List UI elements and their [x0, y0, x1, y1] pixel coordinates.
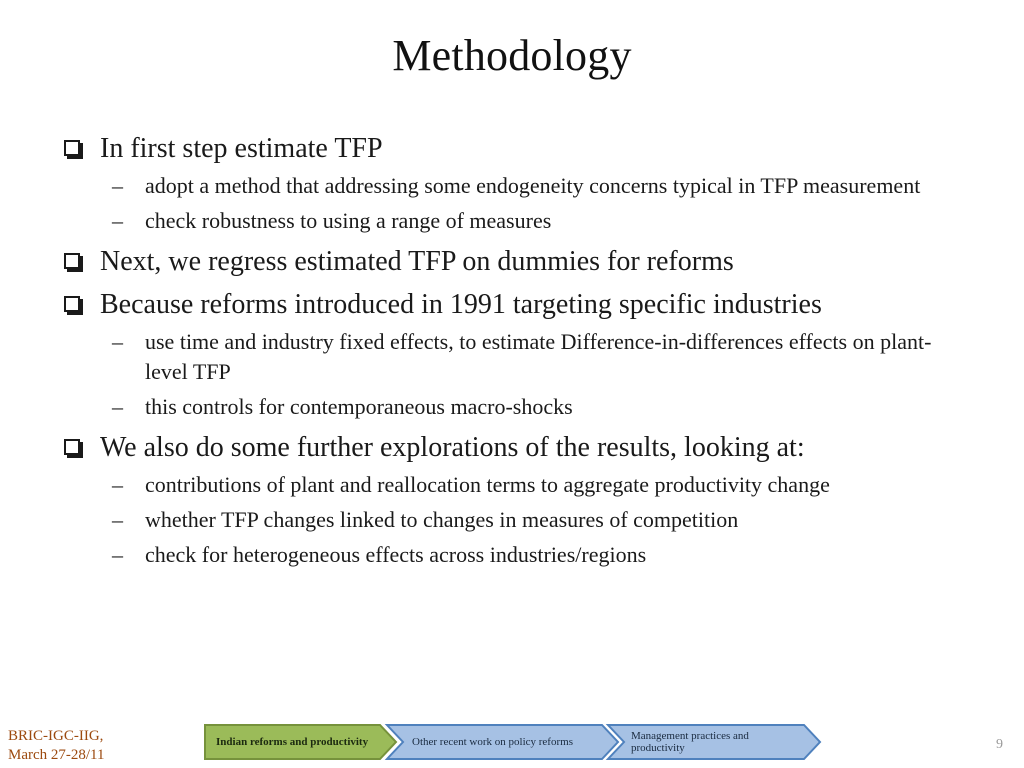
sub-bullet-item: [60, 505, 945, 535]
sub-bullet-item: [60, 206, 945, 236]
sub-bullet-item: [60, 540, 945, 570]
sub-bullet-text: contributions of plant and reallocation terms to aggregate productivity change: [145, 472, 830, 497]
nav-label-1: Indian reforms and productivity: [216, 736, 369, 748]
footer-line-2: March 27-28/11: [8, 747, 105, 763]
bullet-item: [60, 245, 990, 279]
nav-chevron-1[interactable]: [216, 724, 388, 760]
sub-bullet-text: check for heterogeneous effects across industries/regions: [145, 542, 647, 567]
sub-bullet-item: [60, 392, 945, 422]
dash-bullet-icon: –: [112, 208, 123, 233]
nav-chevron-3[interactable]: [631, 724, 791, 760]
dash-bullet-icon: –: [112, 542, 123, 567]
checkbox-bullet-icon: [64, 140, 80, 156]
nav-chevron-2[interactable]: [412, 724, 602, 760]
sub-bullet-text: adopt a method that addressing some endogeneity concerns typical in TFP measurement: [145, 173, 921, 198]
sub-bullet-text: check robustness to using a range of measures: [145, 208, 552, 233]
bullet-text: We also do some further explorations of the results, looking at:: [100, 432, 805, 463]
checkbox-bullet-icon: [64, 439, 80, 455]
bullet-item: [60, 288, 990, 322]
slide-title: Methodology: [392, 31, 632, 80]
dash-bullet-icon: –: [112, 507, 123, 532]
footer-line-1: BRIC-IGC-IIG,: [8, 728, 104, 744]
checkbox-bullet-icon: [64, 253, 80, 269]
footer-conference: [8, 727, 105, 765]
sub-bullet-item: [60, 171, 945, 201]
sub-bullet-text: this controls for contemporaneous macro-shocks: [145, 394, 573, 419]
sub-bullet-text: use time and industry fixed effects, to estimate Difference-in-differences effects on plant-level TFP: [145, 329, 932, 384]
nav-label-2: Other recent work on policy reforms: [412, 736, 573, 748]
sub-bullet-text: whether TFP changes linked to changes in measures of competition: [145, 507, 739, 532]
bullet-list: [60, 132, 990, 570]
bullet-item: [60, 431, 990, 465]
dash-bullet-icon: –: [112, 472, 123, 497]
dash-bullet-icon: –: [112, 173, 123, 198]
nav-label-3: Management practices and productivity: [631, 730, 749, 754]
bullet-item: [60, 132, 990, 166]
page-number: 9: [996, 737, 1003, 752]
section-navigation: [204, 724, 824, 762]
dash-bullet-icon: –: [112, 394, 123, 419]
sub-bullet-item: [60, 327, 945, 387]
checkbox-bullet-icon: [64, 296, 80, 312]
bullet-text: Next, we regress estimated TFP on dummies for reforms: [100, 246, 734, 277]
dash-bullet-icon: –: [112, 329, 123, 354]
bullet-text: Because reforms introduced in 1991 targeting specific industries: [100, 289, 822, 320]
bullet-text: In first step estimate TFP: [100, 133, 383, 164]
sub-bullet-item: [60, 470, 945, 500]
